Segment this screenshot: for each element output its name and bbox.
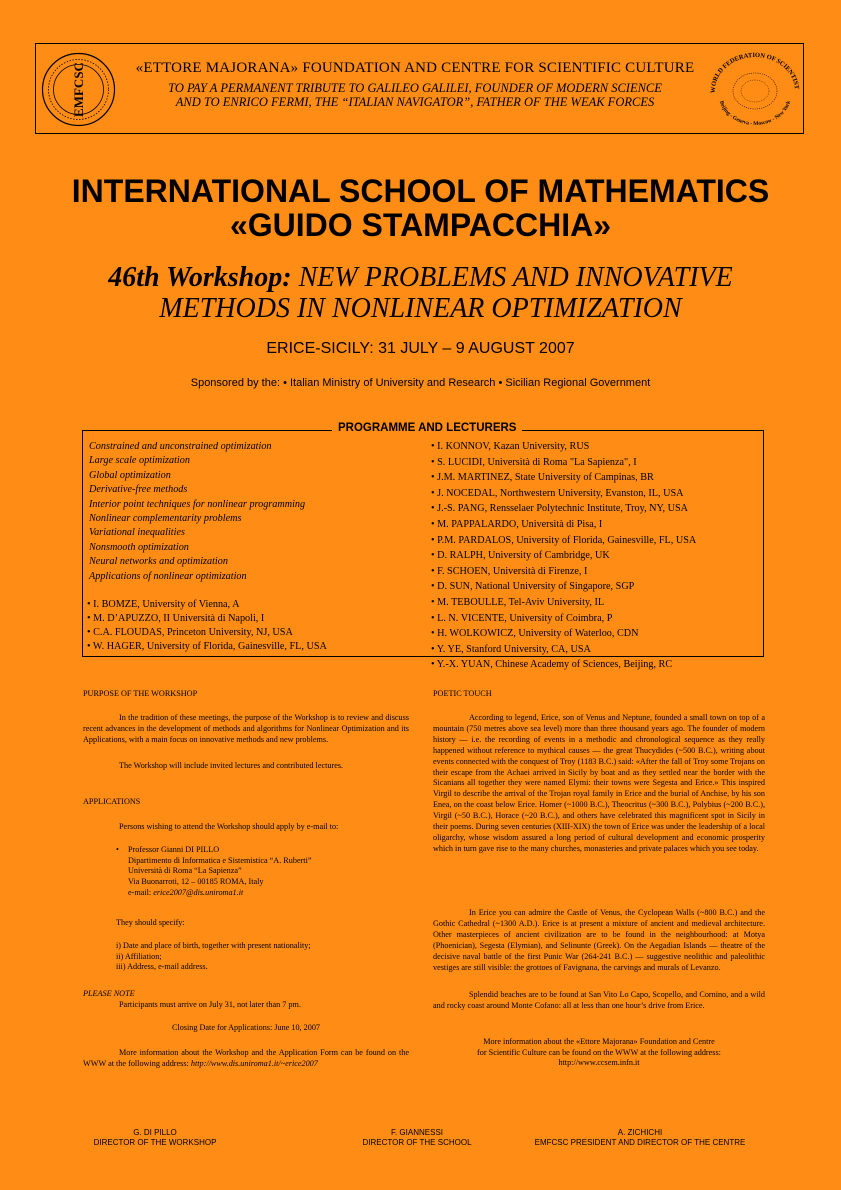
centre-url-link[interactable]: http://www.ccsem.infn.it [558,1058,640,1068]
note-heading: PLEASE NOTE [83,989,135,998]
lecturer-item: • Y.-X. YUAN, Chinese Academy of Sciences, Beijing, RC [431,659,673,671]
applications-heading: APPLICATIONS [83,797,141,806]
signature-workshop-director [60,1128,250,1148]
tribute-line-2: AND TO ENRICO FERMI, THE “ITALIAN NAVIGATOR”, FATHER OF THE WEAK FORCES [175,95,655,109]
specify-text: They should specify: [116,918,185,927]
programme-heading: PROGRAMME AND LECTURERS [332,422,522,434]
lecturer-item: • M. PAPPALARDO, Università di Pisa, I [431,518,603,530]
poetic-heading: POETIC TOUCH [433,689,492,698]
workshop-topic-1: NEW PROBLEMS AND INNOVATIVE [298,262,733,293]
purpose-heading: PURPOSE OF THE WORKSHOP [83,689,198,698]
workshop-title-line-1 [0,262,841,293]
tribute-line-1: TO PAY A PERMANENT TRIBUTE TO GALILEO GALILEI, FOUNDER OF MODERN SCIENCE [168,81,662,95]
logo-left-text: EMFCSC [70,62,86,117]
lecturer-item: • I. BOMZE, University of Vienna, A [87,599,240,610]
lecturer-item: • S. LUCIDI, Università di Roma "La Sapienza", I [431,456,637,468]
address-line: Via Buonarroti, 12 – 00185 ROMA, Italy [128,877,264,887]
specify-list [116,941,406,973]
bullet-icon: • [116,845,119,854]
lecturer-item: • D. RALPH, University of Cambridge, UK [431,550,610,562]
lecturer-item: • M. TEBOULLE, Tel-Aviv University, IL [431,596,605,608]
applications-intro: Persons wishing to attend the Workshop should apply by e-mail to: [119,822,339,831]
topic-item: Large scale optimization [89,455,190,467]
signature-role: DIRECTOR OF THE WORKSHOP [93,1138,217,1147]
specify-item: ii) Affiliation; [116,951,162,961]
foundation-name: «ETTORE MAJORANA» FOUNDATION AND CENTRE FOR SCIENTIFIC CULTURE [135,60,695,76]
note-text: Participants must arrive on July 31, not later than 7 pm. [119,1000,301,1009]
lecturer-item: • J.M. MARTINEZ, State University of Campinas, BR [431,472,654,484]
lecturer-item: • F. SCHOEN, Università di Firenze, I [431,565,588,577]
topic-item: Applications of nonlinear optimization [89,570,247,582]
address-line: Università di Roma “La Sapienza” [128,866,242,876]
email-line [116,888,416,899]
specify-item: iii) Address, e-mail address. [116,962,208,972]
address-line: Professor Gianni DI PILLO [128,845,220,854]
world-federation-logo [705,51,805,129]
workshop-number: 46th Workshop: [108,262,292,293]
poetic-para-2: In Erice you can admire the Castle of Venus, the Cyclopean Walls (~800 B.C.) and the Gothic Cathedral (~1300 A.D.). Erice is at present a mixture of ancient and medieval architecture. Other masterpieces of ancient civilization are to be found in the neighbourhood: at Motya (Phoenician), Segesta (Elymian), and Selinunte (Greek). On the Aegadian Islands — theatre of the decisive naval battle of the first Punic War (264-241 B.C.) — suggestive neolithic and paleolithic vestiges are still visible: the grottoes of Favignana, the carvings and murals of Levanzo. [433,908,765,972]
logo-right-text: WORLD FEDERATION OF SCIENTIST [709,51,800,94]
application-address [116,845,416,899]
poetic-para-1: According to legend, Erice, son of Venus and Neptune, founded a small town on top of a mountain (750 metres above sea level) more than three thousand years ago. The founder of modern history — i.e. the recording of events in a methodic and chronological sequence as they really happened without reference to mythical causes — the great Thucydides (~500 B.C.), writing about events connected with the conquest of Troy (1183 B.C.) said: «After the fall of Troy some Trojans on their escape from the Achaei arrived in Sicily by boat and as they settled near the border with the Sicanians all together they were named Elymi: their towns were Segesta and Erice.» This inspired Virgil to describe the arrival of the Trojan royal family in Erice and the burial of Anchise, by his son Enea, on the coast below Erice. Homer (~1000 B.C.), Theocritus (~300 B.C.), Polybius (~200 B.C.), Virgil (~50 B.C.), Horace (~20 B.C.), and others have celebrated this magnificent spot in Sicily in their poems. During seven centuries (XIII-XIX) the town of Erice was under the leadership of a local oligarchy, whose wisdom assured a long period of cultural development and economic prosperity which in turn gave rise to the many churches, monasteries and private palaces which you see today. [433,713,765,853]
signature-role: EMFCSC PRESIDENT AND DIRECTOR OF THE CENTRE [534,1138,746,1147]
topic-item: Neural networks and optimization [89,556,228,568]
centre-more-info: More information about the «Ettore Majorana» Foundation and Centre for Scientific Culture can be found on the WWW at the following address: http://www.ccsem.infn.it [433,1037,765,1069]
purpose-para-1: In the tradition of these meetings, the purpose of the Workshop is to review and discuss recent advances in the development of methods and algorithms for Nonlinear Optimization and its Applications, with a main focus on innovative methods and new problems. [83,713,409,744]
signature-role: DIRECTOR OF THE SCHOOL [362,1138,472,1147]
address-line: Dipartimento di Informatica e Sistemistica “A. Ruberti” [128,855,312,865]
lecturer-item: • D. SUN, National University of Singapore, SGP [431,581,635,593]
email-link[interactable]: erice2007@dis.uniroma1.it [153,887,244,897]
poetic-para-3: Splendid beaches are to be found at San Vito Lo Capo, Scopello, and Cornino, and a wild and rocky coast around Monte Cofano: all at less than one hour’s drive from Erice. [433,990,765,1010]
svg-text:WORLD FEDERATION OF SCIENTISTS [705,51,800,93]
specify-item: i) Date and place of birth, together with present nationality; [116,941,311,950]
topic-item: Interior point techniques for nonlinear programming [89,498,306,510]
lecturer-item: • L. N. VICENTE, University of Coimbra, P [431,612,613,624]
signature-name: A. ZICHICHI [617,1128,663,1137]
svg-text:Beijing - Geneva - Moscow - Ne [718,99,793,127]
lecturer-item: • I. KONNOV, Kazan University, RUS [431,441,590,452]
lecturer-item: • H. WOLKOWICZ, University of Waterloo, CDN [431,628,639,640]
topic-item: Derivative-free methods [89,484,188,496]
lecturer-item: • W. HAGER, University of Florida, Gainesville, FL, USA [87,640,327,652]
lecturers-right-list [431,439,761,673]
school-title: INTERNATIONAL SCHOOL OF MATHEMATICS [71,173,770,209]
lecturer-item: • M. D’APUZZO, II Università di Napoli, I [87,612,265,624]
lecturers-left-list [87,598,427,654]
school-subtitle: «GUIDO STAMPACCHIA» [229,207,612,243]
topic-item: Nonlinear complementarity problems [89,513,242,525]
purpose-para-2: The Workshop will include invited lectures and contributed lectures. [119,761,344,770]
topic-item: Nonsmooth optimization [89,541,189,553]
topic-item: Global optimization [89,469,171,481]
topics-list [89,440,419,584]
lecturer-item: • P.M. PARDALOS, University of Florida, Gainesville, FL, USA [431,534,697,546]
email-label: e-mail: [128,887,152,897]
signature-school-director [322,1128,512,1148]
lecturer-item: • C.A. FLOUDAS, Princeton University, NJ, USA [87,626,293,638]
signature-name: G. DI PILLO [133,1128,177,1137]
emfcsc-logo [40,51,117,128]
lecturer-item: • Y. YE, Stanford University, CA, USA [431,643,591,655]
topic-item: Constrained and unconstrained optimization [89,441,272,452]
workshop-more-info: More information about the Workshop and the Application Form can be found on the WWW at the following address: http://www.dis.uniroma1.it/~erice2007 [83,1048,409,1068]
workshop-url-link[interactable]: http://www.dis.uniroma1.it/~erice2007 [190,1058,318,1068]
closing-date: Closing Date for Applications: June 10, 2007 [171,1023,321,1032]
dates-location: ERICE-SICILY: 31 JULY – 9 AUGUST 2007 [266,340,575,357]
logo-right-sub: Beijing - Geneva - Moscow - New York [717,100,793,128]
sponsor-line: Sponsored by the: • Italian Ministry of University and Research • Sicilian Regional Government [190,377,651,389]
lecturer-item: • J.-S. PANG, Rensselaer Polytechnic Institute, Troy, NY, USA [431,503,689,515]
topic-item: Variational inequalities [89,527,185,539]
signature-centre-director [505,1128,775,1148]
lecturer-item: • J. NOCEDAL, Northwestern University, Evanston, IL, USA [431,487,684,499]
signature-name: F. GIANNESSI [390,1128,443,1137]
workshop-topic-2: METHODS IN NONLINEAR OPTIMIZATION [159,293,682,324]
